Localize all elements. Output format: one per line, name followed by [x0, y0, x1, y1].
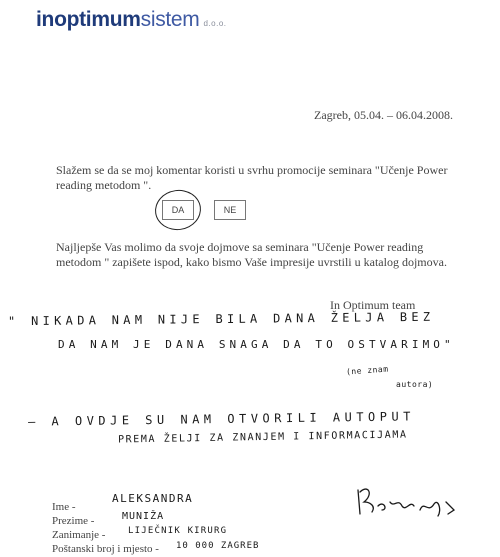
logo-part-in: in	[36, 8, 55, 31]
consent-text: Slažem se da se moj komentar koristi u svrhu promocije seminara "Učenje Power reading metodom ".	[56, 163, 448, 192]
value-zanimanje: LIJEČNIK KIRURG	[128, 526, 228, 536]
option-ne-box[interactable]: NE	[214, 200, 246, 220]
label-zanimanje: Zanimanje -	[52, 529, 106, 541]
option-da-box[interactable]: DA	[162, 200, 194, 220]
value-ime: ALEKSANDRA	[112, 492, 194, 505]
logo-suffix: d.o.o.	[203, 19, 227, 28]
logo-part-sistem: sistem	[140, 8, 200, 31]
handwritten-note-1: (ne znam	[345, 364, 389, 377]
logo-part-optimum: optimum	[54, 8, 141, 31]
handwritten-signature	[350, 480, 470, 520]
handwritten-line-1: " NIKADA NAM NIJE BILA DANA ŽELJA BEZ	[7, 309, 435, 329]
invitation-text: Najljepše Vas molimo da svoje dojmove sa seminara "Učenje Power reading metodom " zapišete ispod, kako bismo Vaše impresije uvrstili u katalog dojmova.	[56, 240, 447, 269]
selection-circle-mark	[152, 187, 203, 233]
label-postanski: Poštanski broj i mjesto -	[52, 543, 159, 555]
handwritten-line-2: DA NAM JE DANA SNAGA DA TO OSTVARIMO"	[58, 338, 455, 351]
value-prezime: MUNIŽA	[122, 511, 165, 522]
company-logo	[36, 8, 227, 32]
handwritten-line-4: PREMA ŽELJI ZA ZNANJEM I INFORMACIJAMA	[117, 429, 408, 446]
value-postanski: 10 000 ZAGREB	[176, 541, 260, 551]
date-line: Zagreb, 05.04. – 06.04.2008.	[314, 108, 453, 122]
label-ime: Ime -	[52, 501, 76, 513]
signoff-team: In Optimum team	[330, 298, 416, 312]
label-prezime: Prezime -	[52, 515, 95, 527]
handwritten-line-3: — A OVDJE SU NAM OTVORILI AUTOPUT	[27, 409, 416, 429]
handwritten-note-2: autora)	[396, 380, 434, 389]
